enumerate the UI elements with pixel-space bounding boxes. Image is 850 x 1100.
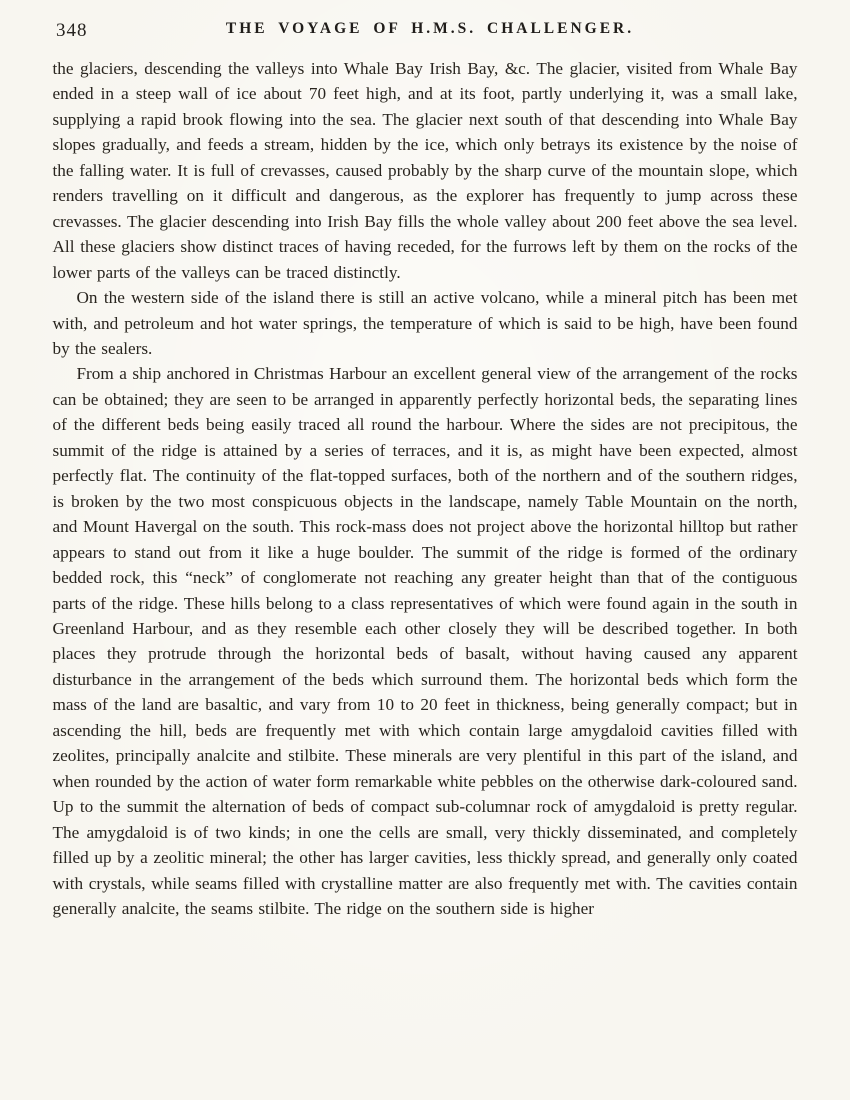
running-title: THE VOYAGE OF H.M.S. CHALLENGER. — [225, 20, 635, 37]
page-header — [0, 0, 850, 52]
body-text — [53, 52, 798, 921]
page-number: 348 — [56, 20, 88, 41]
paragraph: From a ship anchored in Christmas Harbour an excellent general view of the arrangement of the rocks can be obtained; they are seen to be arranged in apparently perfectly horizontal beds, the separating lines of the different beds being easily traced all round the harbour. Where the sides are not precipitous, the summit of the ridge is attained by a series of terraces, and it is, as might have been expected, almost perfectly flat. The continuity of the flat-topped surfaces, both of the northern and of the southern ridges, is broken by the two most conspicuous objects in the landscape, namely Table Mountain on the north, and Mount Havergal on the south. This rock-mass does not project above the horizontal hilltop but rather appears to stand out from it like a huge boulder. The summit of the ridge is formed of the ordinary bedded rock, this “neck” of conglomerate not reaching any greater height than that of the contiguous parts of the ridge. These hills belong to a class representatives of which were found again in the south in Greenland Harbour, and as they resemble each other closely they will be described together. In both places they protrude through the horizontal beds of basalt, without having caused any apparent disturbance in the arrangement of the beds which surround them. The horizontal beds which form the mass of the land are basaltic, and vary from 10 to 20 feet in thickness, being generally compact; but in ascending the hill, beds are frequently met with which contain large amygdaloid cavities filled with zeolites, principally analcite and stilbite. These minerals are very plentiful in this part of the island, and when rounded by the action of water form remarkable white pebbles on the otherwise dark-coloured sand. Up to the summit the alternation of beds of compact sub-columnar rock of amygdaloid is pretty regular. The amygdaloid is of two kinds; in one the cells are small, very thickly disseminated, and completely filled up by a zeolitic mineral; the other has larger cavities, less thickly spread, and generally only coated with crystals, while seams filled with crystalline matter are also frequently met with. The cavities contain generally analcite, the seams stilbite. The ridge on the southern side is higher — [52, 364, 798, 918]
paragraph: the glaciers, descending the valleys into Whale Bay Irish Bay, &c. The glacier, visited from Whale Bay ended in a steep wall of ice about 70 feet high, and at its foot, partly underlying it, was a small lake, supplying a rapid brook flowing into the sea. The glacier next south of that descending into Whale Bay slopes gradually, and feeds a stream, hidden by the ice, which only betrays its existence by the noise of the falling water. It is full of crevasses, caused probably by the sharp curve of the mountain slope, which renders travelling on it difficult and dangerous, as the explorer has frequently to jump across these crevasses. The glacier descending into Irish Bay fills the whole valley about 200 feet above the sea level. All these glaciers show distinct traces of having receded, for the furrows left by them on the rocks of the lower parts of the valleys can be traced distinctly. — [52, 59, 798, 282]
paragraph: On the western side of the island there is still an active volcano, while a mineral pitch has been met with, and petroleum and hot water springs, the temperature of which is said to be high, have been found by the sealers. — [52, 288, 798, 358]
